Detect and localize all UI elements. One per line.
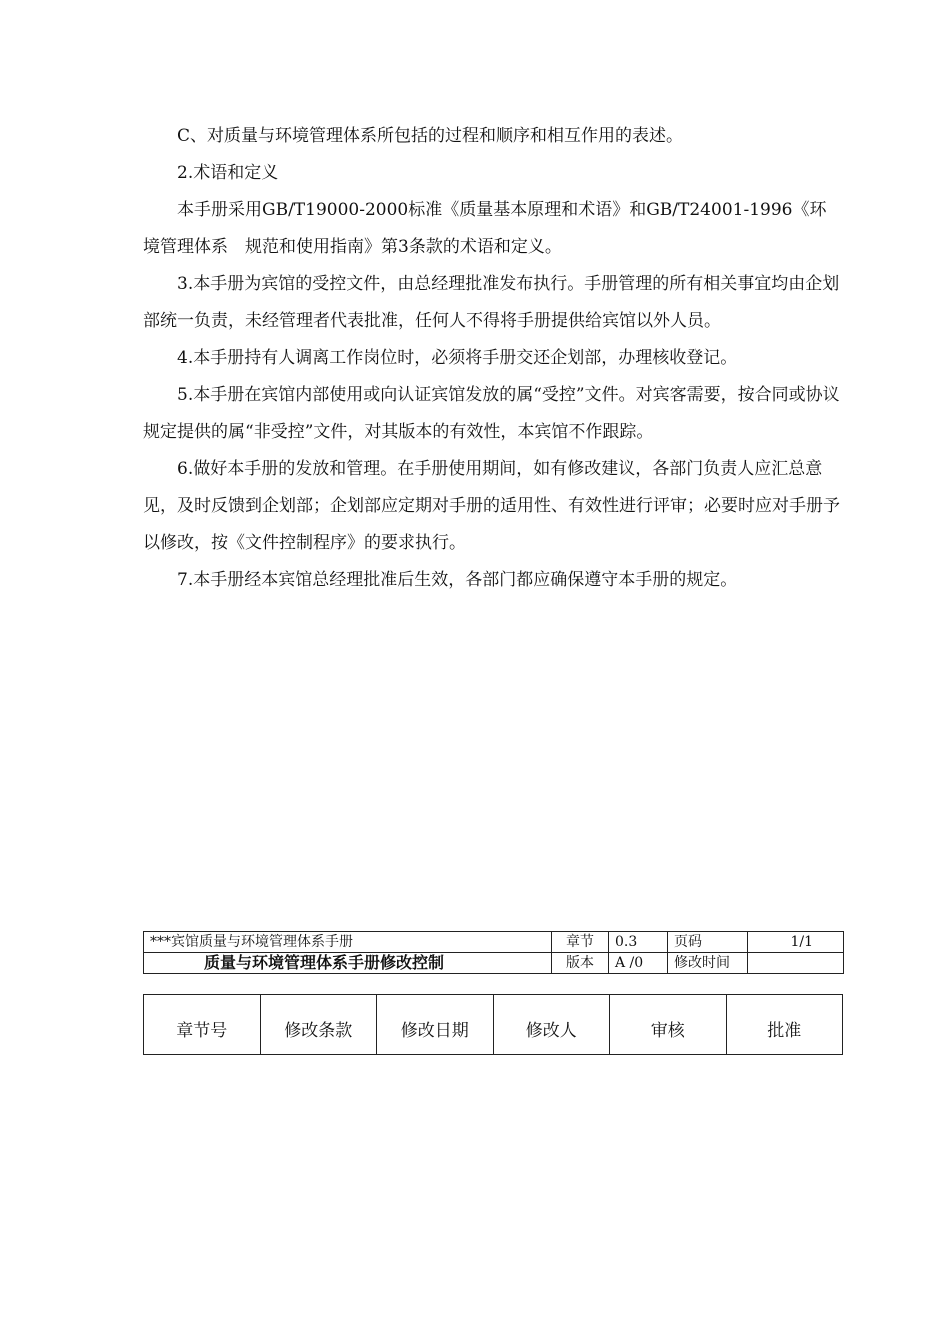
version-value: A /0 bbox=[609, 953, 668, 974]
section-heading-terms: 2.术语和定义 bbox=[177, 163, 279, 183]
chapter-value: 0.3 bbox=[609, 932, 668, 953]
chapter-label: 章节 bbox=[552, 932, 609, 953]
document-title: 质量与环境管理体系手册修改控制 bbox=[144, 953, 552, 974]
column-header-reviser: 修改人 bbox=[493, 995, 610, 1055]
revision-time-value bbox=[748, 953, 844, 974]
body-paragraph: C、对质量与环境管理体系所包括的过程和顺序和相互作用的表述。 bbox=[177, 126, 684, 146]
body-paragraph: 3.本手册为宾馆的受控文件，由总经理批准发布执行。手册管理的所有相关事宜均由企划部统一负责，未经管理者代表批准，任何人不得将手册提供给宾馆以外人员。 bbox=[143, 274, 840, 331]
column-header-revision-date: 修改日期 bbox=[377, 995, 494, 1055]
column-header-revised-clause: 修改条款 bbox=[260, 995, 377, 1055]
page-label: 页码 bbox=[668, 932, 748, 953]
body-paragraph: 6.做好本手册的发放和管理。在手册使用期间，如有修改建议，各部门负责人应汇总意见，及时反馈到企划部；企划部应定期对手册的适用性、有效性进行评审；必要时应对手册予以修改，按《文件控制程序》的要求执行。 bbox=[143, 459, 840, 553]
version-label: 版本 bbox=[552, 953, 609, 974]
table-header-row bbox=[144, 995, 843, 1055]
body-paragraph: 4.本手册持有人调离工作岗位时，必须将手册交还企划部，办理核收登记。 bbox=[177, 348, 738, 368]
page-value: 1/1 bbox=[748, 932, 844, 953]
column-header-approval: 批准 bbox=[726, 995, 843, 1055]
body-paragraph: 5.本手册在宾馆内部使用或向认证宾馆发放的属“受控”文件。对宾客需要，按合同或协议规定提供的属“非受控”文件，对其版本的有效性，本宾馆不作跟踪。 bbox=[143, 385, 840, 442]
column-header-chapter-no: 章节号 bbox=[144, 995, 261, 1055]
body-paragraph: 本手册采用GB/T19000-2000标准《质量基本原理和术语》和GB/T24001-1996《环境管理体系 规范和使用指南》第3条款的术语和定义。 bbox=[143, 200, 827, 257]
revision-time-label: 修改时间 bbox=[668, 953, 748, 974]
revision-control-table bbox=[143, 994, 843, 1055]
document-header-table bbox=[143, 931, 844, 974]
body-paragraph: 7.本手册经本宾馆总经理批准后生效，各部门都应确保遵守本手册的规定。 bbox=[177, 570, 738, 590]
column-header-review: 审核 bbox=[610, 995, 727, 1055]
document-body bbox=[143, 118, 843, 599]
manual-name: ***宾馆质量与环境管理体系手册 bbox=[144, 932, 552, 953]
